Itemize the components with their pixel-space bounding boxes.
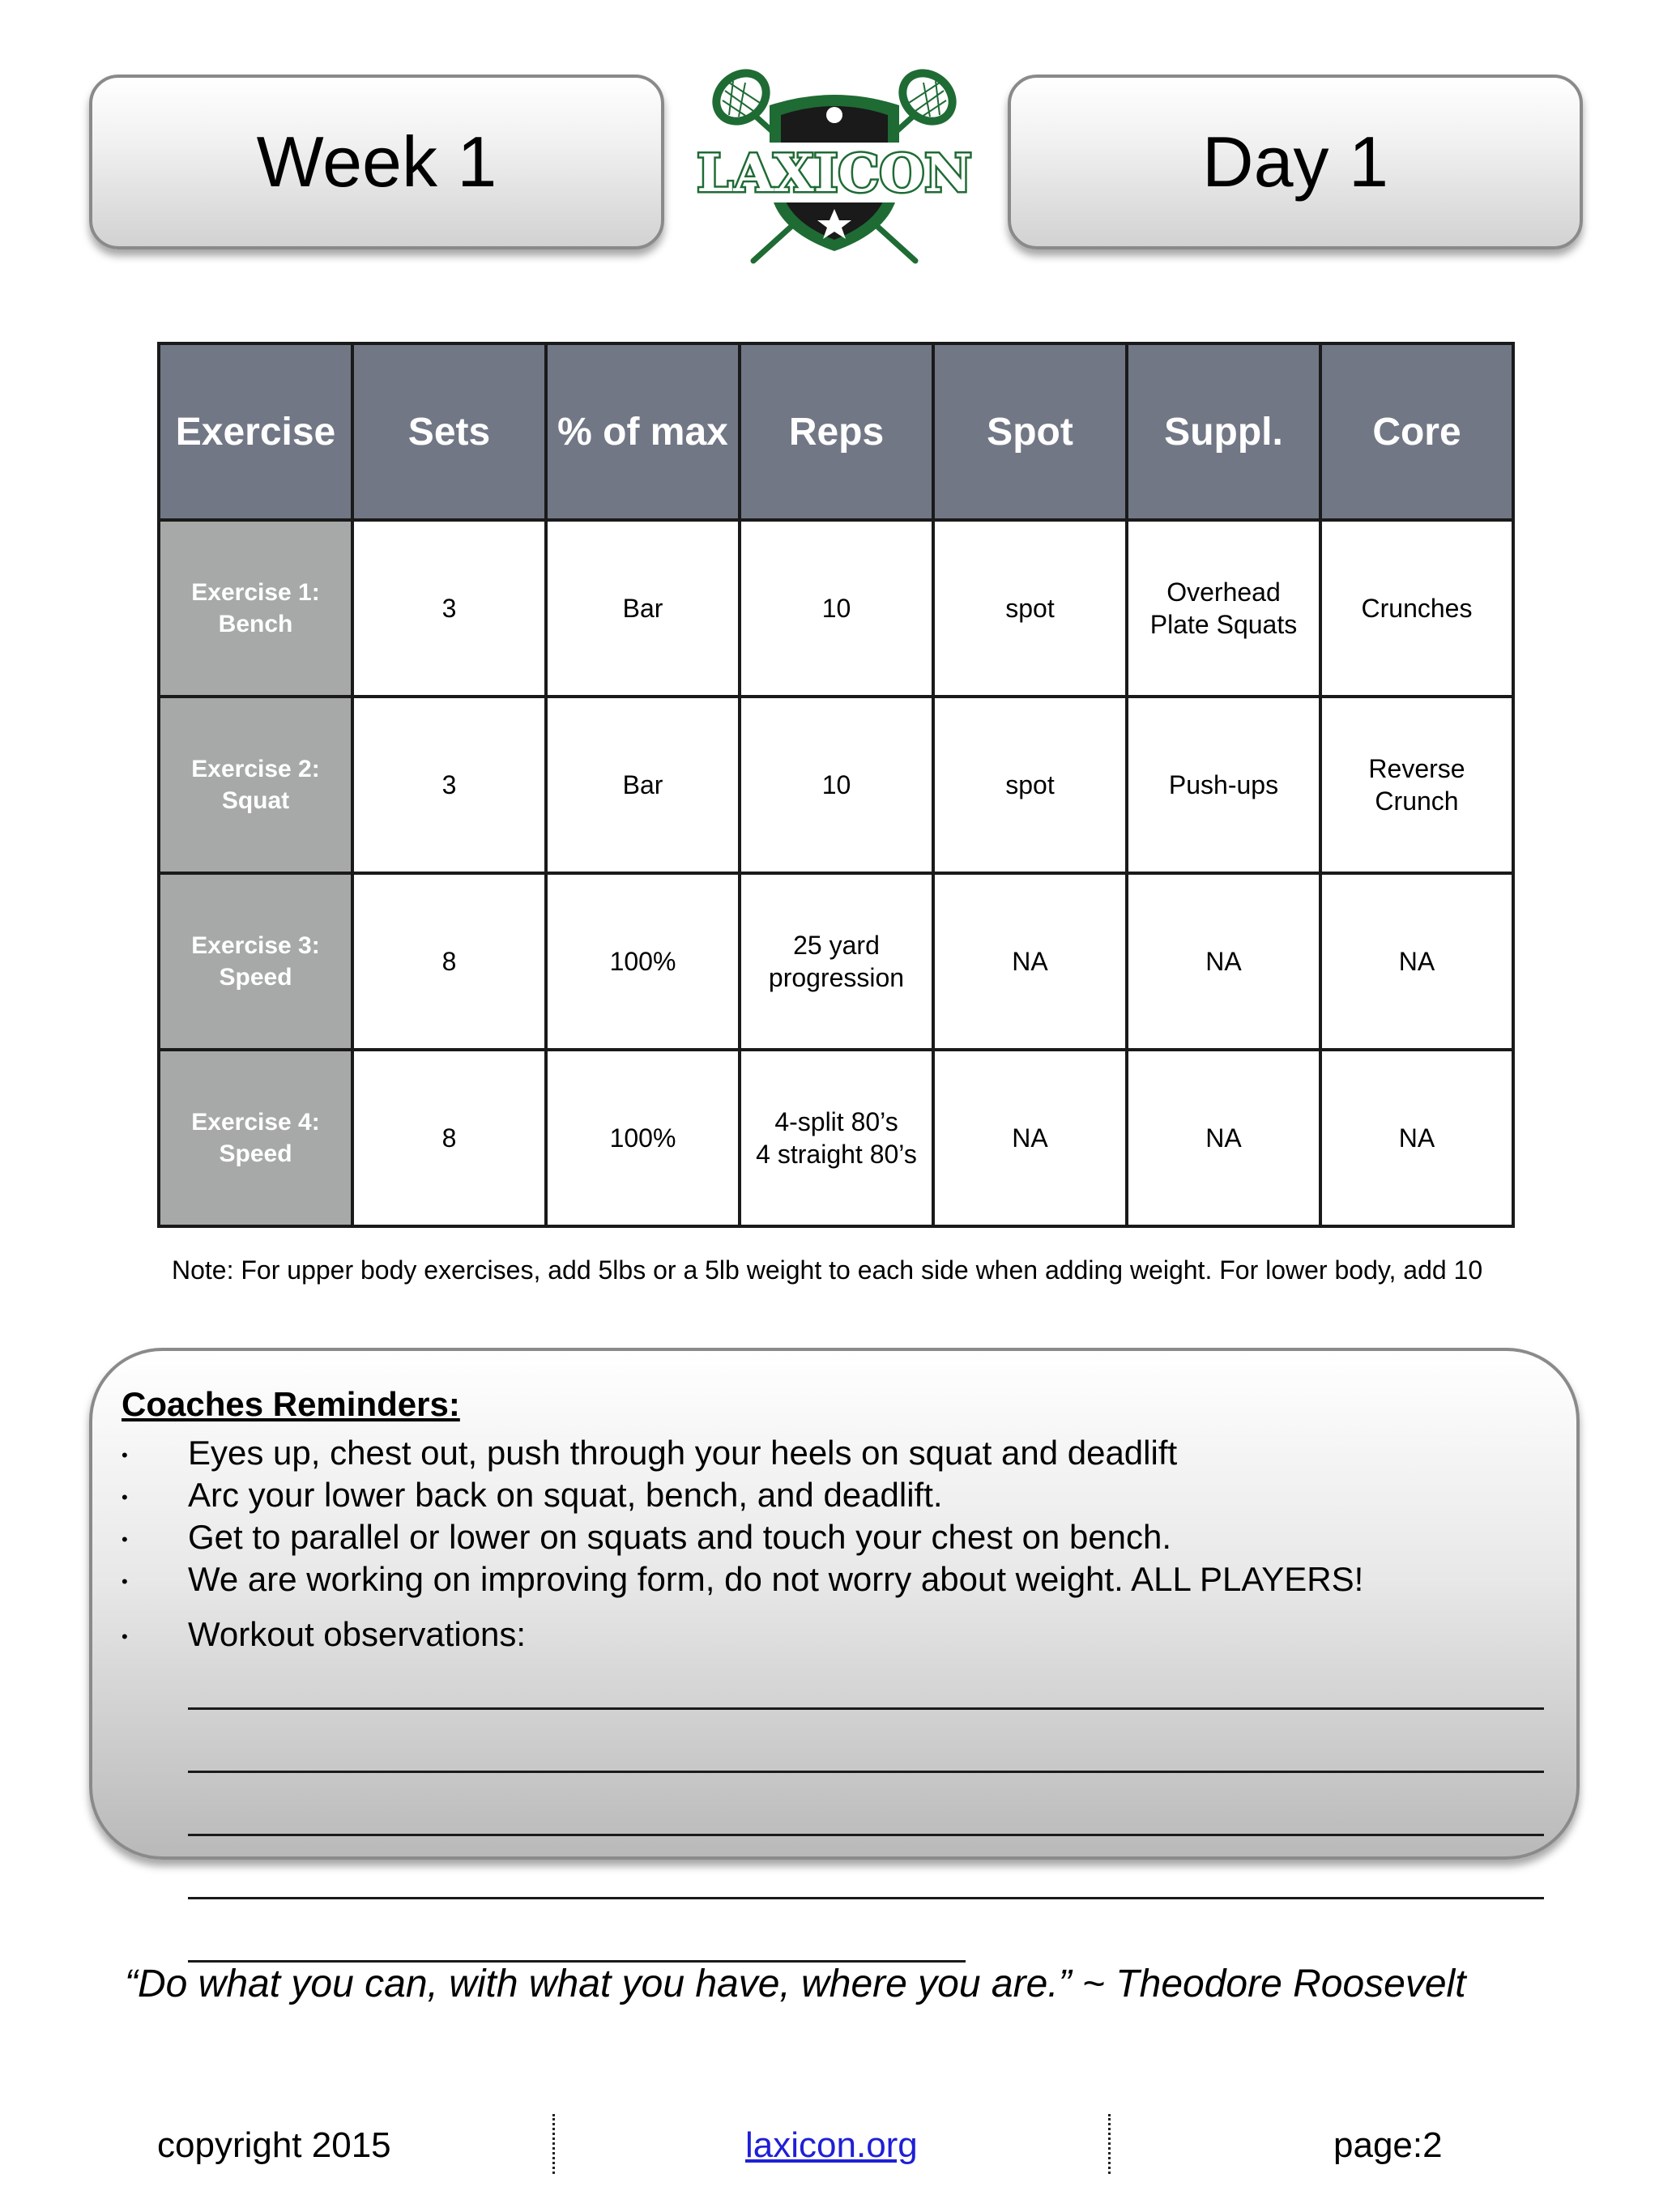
col-header-sets: Sets xyxy=(352,343,546,520)
bullet-icon: • xyxy=(122,1529,128,1549)
spot-cell: spot xyxy=(933,697,1127,873)
workout-table xyxy=(157,342,1515,1228)
roosevelt-quote: “Do what you can, with what you have, where you are.” ~ Theodore Roosevelt xyxy=(125,1963,1466,2005)
pct-max-cell: 100% xyxy=(546,1050,740,1226)
core-cell: Reverse Crunch xyxy=(1320,697,1513,873)
col-header-reps: Reps xyxy=(740,343,933,520)
col-header-exercise: Exercise xyxy=(159,343,352,520)
reps-cell: 10 xyxy=(740,697,933,873)
reps-cell: 10 xyxy=(740,520,933,697)
sets-cell: 3 xyxy=(352,697,546,873)
exercise-name-cell: Exercise 2: Squat xyxy=(159,697,352,873)
laxicon-link[interactable]: laxicon.org xyxy=(745,2125,918,2165)
exercise-name-cell: Exercise 3: Speed xyxy=(159,873,352,1050)
col-header-suppl: Suppl. xyxy=(1127,343,1320,520)
reps-cell: 4-split 80’s 4 straight 80’s xyxy=(740,1050,933,1226)
col-header-core: Core xyxy=(1320,343,1513,520)
laxicon-logo xyxy=(697,58,972,269)
table-row xyxy=(159,697,1513,873)
reps-cell: 25 yard progression xyxy=(740,873,933,1050)
core-cell: NA xyxy=(1320,873,1513,1050)
bullet-icon: • xyxy=(122,1626,128,1647)
week-label: Week 1 xyxy=(256,121,497,202)
observation-line xyxy=(188,1771,1544,1773)
logo-text: LAXICON xyxy=(697,143,972,204)
spot-cell: spot xyxy=(933,520,1127,697)
col-header-spot: Spot xyxy=(933,343,1127,520)
suppl-cell: Overhead Plate Squats xyxy=(1127,520,1320,697)
observation-line xyxy=(188,1707,1544,1710)
bullet-icon: • xyxy=(122,1571,128,1592)
exercise-name-cell: Exercise 1: Bench xyxy=(159,520,352,697)
spot-cell: NA xyxy=(933,1050,1127,1226)
suppl-cell: NA xyxy=(1127,873,1320,1050)
pct-max-cell: Bar xyxy=(546,520,740,697)
exercise-name-cell: Exercise 4: Speed xyxy=(159,1050,352,1226)
table-row xyxy=(159,1050,1513,1226)
observation-line xyxy=(188,1834,1544,1836)
page-number: page:2 xyxy=(1333,2125,1443,2165)
table-header-row xyxy=(159,343,1513,520)
bullet-icon: • xyxy=(122,1445,128,1465)
weight-note: Note: For upper body exercises, add 5lbs or a 5lb weight to each side when adding weight. For lower body, add 10 xyxy=(172,1255,1483,1285)
footer-separator xyxy=(1108,2114,1111,2174)
reminders-title: Coaches Reminders: xyxy=(122,1385,460,1423)
sets-cell: 8 xyxy=(352,1050,546,1226)
core-cell: Crunches xyxy=(1320,520,1513,697)
suppl-cell: Push-ups xyxy=(1127,697,1320,873)
sets-cell: 8 xyxy=(352,873,546,1050)
col-header-pct-max: % of max xyxy=(546,343,740,520)
pct-max-cell: 100% xyxy=(546,873,740,1050)
table-row xyxy=(159,873,1513,1050)
copyright-text: copyright 2015 xyxy=(157,2125,391,2165)
day-label-box xyxy=(1008,75,1583,249)
coaches-reminders-box xyxy=(89,1348,1580,1860)
core-cell: NA xyxy=(1320,1050,1513,1226)
table-row xyxy=(159,520,1513,697)
observation-line xyxy=(188,1897,1544,1899)
bullet-icon: • xyxy=(122,1487,128,1507)
sets-cell: 3 xyxy=(352,520,546,697)
week-label-box xyxy=(89,75,664,249)
footer-separator xyxy=(552,2114,555,2174)
spot-cell: NA xyxy=(933,873,1127,1050)
suppl-cell: NA xyxy=(1127,1050,1320,1226)
pct-max-cell: Bar xyxy=(546,697,740,873)
day-label: Day 1 xyxy=(1202,121,1388,202)
